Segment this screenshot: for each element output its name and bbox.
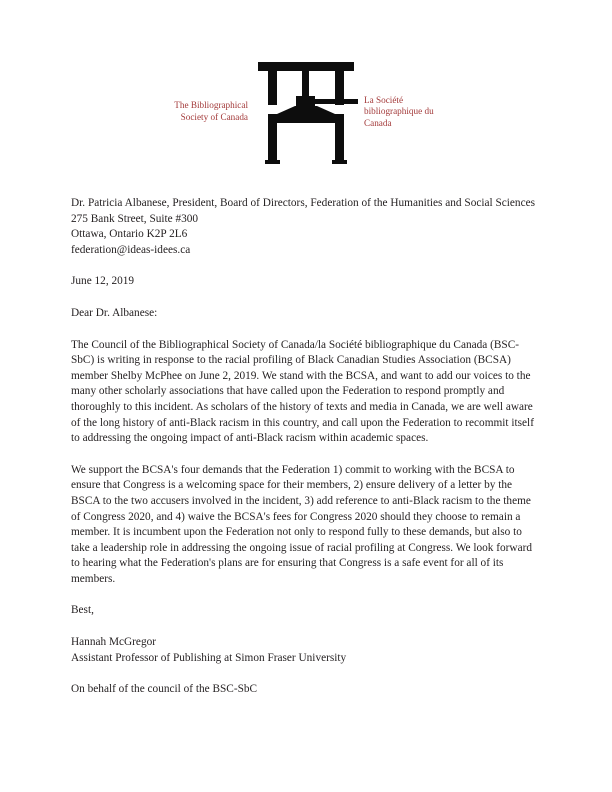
logo-text-french: La Société bibliographique du Canada: [364, 94, 434, 128]
spacer: [71, 290, 541, 306]
spacer: [71, 447, 541, 463]
printing-press-icon: [254, 56, 358, 168]
recipient-line-2: 275 Bank Street, Suite #300: [71, 212, 199, 225]
recipient-line-1: Dr. Patricia Albanese, President, Board of Directors, Federation of the Humanities and Social Sciences: [71, 197, 535, 209]
spacer: [71, 322, 541, 338]
logo-text-english: The Bibliographical Society of Canada: [174, 100, 248, 122]
letter-body: [71, 196, 541, 698]
letterhead: [0, 56, 612, 168]
on-behalf-note: On behalf of the council of the BSC-SbC: [71, 683, 258, 696]
valediction: Best,: [71, 604, 94, 617]
signer-name: Hannah McGregor: [71, 636, 157, 649]
spacer: [71, 666, 541, 682]
recipient-line-3: Ottawa, Ontario K2P 2L6: [71, 228, 188, 241]
letter-date: June 12, 2019: [71, 275, 135, 288]
recipient-email: federation@ideas-idees.ca: [71, 243, 191, 256]
body-paragraph-2: We support the BCSA's four demands that the Federation 1) commit to working with the BCSA to ensure that Congress is a welcoming space for their members, 2) ensure delivery of a letter by the BSCA to the two accusers involved in the incident, 3) add reference to anti-Black racism to the theme of Congress 2020, and 4) waive the BCSA's fees for Congress 2020 should they choose to remain a member. It is incumbent upon the Federation not only to respond fully to these demands, but also to take a leadership role in addressing the ongoing issue of racial profiling at Congress. We look forward to hearing what the Federation's plans are for ensuring that Congress is a safe event for all of its members.: [71, 463, 532, 585]
salutation: Dear Dr. Albanese:: [71, 306, 158, 319]
signature-block: [71, 635, 541, 666]
spacer: [71, 587, 541, 603]
recipient-address: [71, 196, 541, 258]
spacer: [71, 619, 541, 635]
body-paragraph-1: The Council of the Bibliographical Society of Canada/la Société bibliographique du Canada (BSC-SbC) is writing in response to the racial profiling of Black Canadian Studies Association (BCSA) member Shelby McPhee on June 2, 2019. We stand with the BCSA, and want to add our voices to the many other scholarly associations that have called upon the Federation to respond promptly and thoroughly to this incident. As scholars of the history of texts and media in Canada, we are well aware of the long history of anti-Black racism in this country, and call upon the Federation to recommit itself to addressing the ongoing impact of anti-Black racism within academic spaces.: [71, 338, 534, 445]
spacer: [71, 258, 541, 274]
signer-title: Assistant Professor of Publishing at Simon Fraser University: [71, 651, 347, 664]
